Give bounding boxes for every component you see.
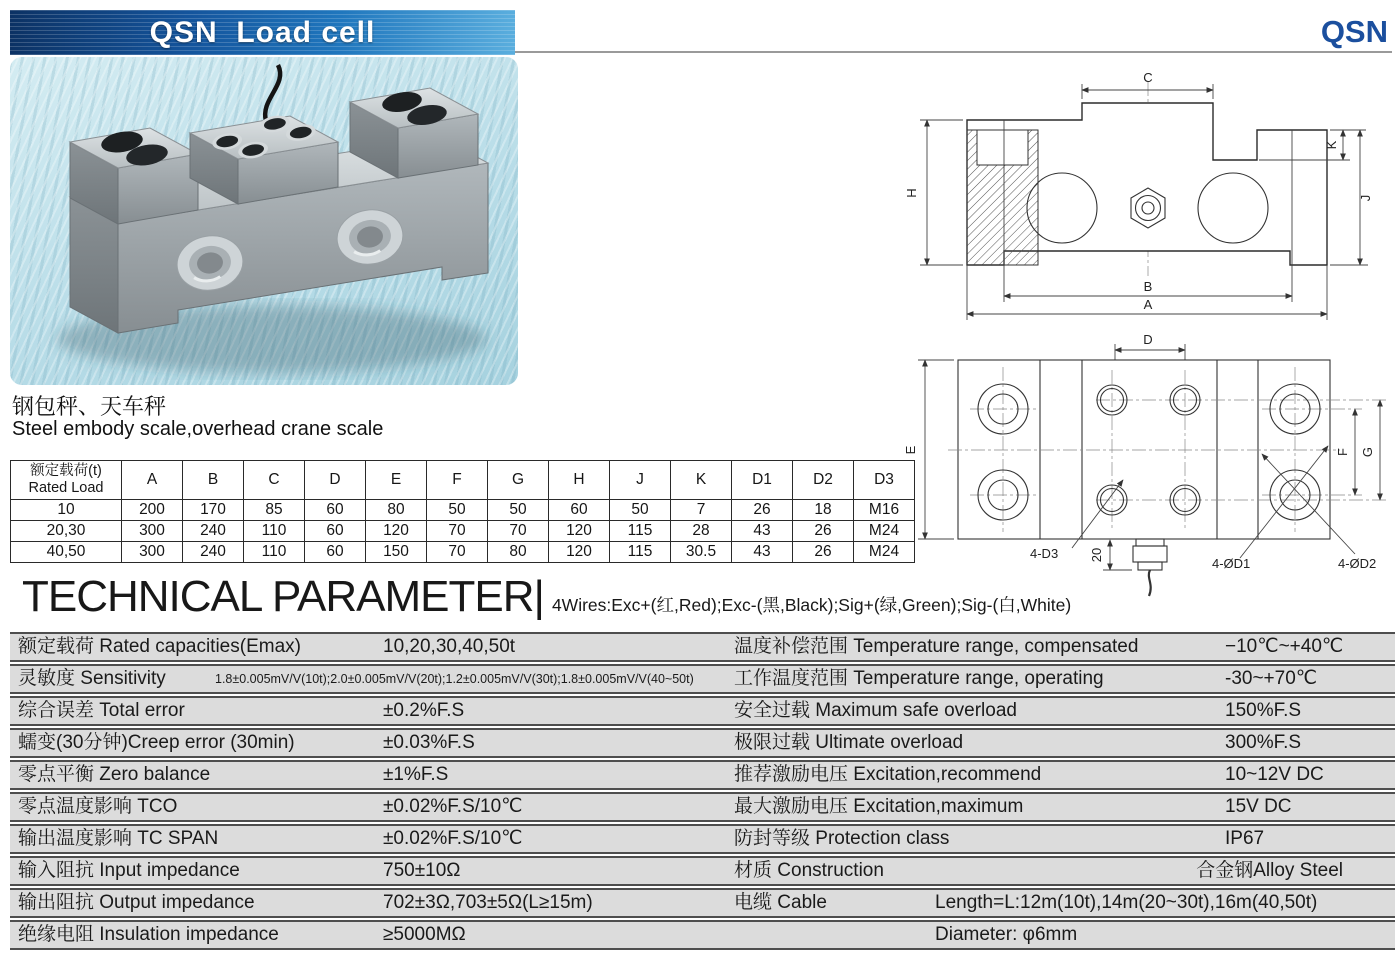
param-right-value: 合金钢Alloy Steel xyxy=(1196,860,1343,881)
param-left-value: ±0.2%F.S xyxy=(383,700,465,721)
param-row xyxy=(10,664,1395,694)
dim-table-cell: 200 xyxy=(122,500,183,521)
application-title-cn: 钢包秤、天车秤 xyxy=(12,394,167,419)
dim-label-j: J xyxy=(1358,194,1373,202)
dim-column-header: H xyxy=(549,461,610,500)
dim-label-4od1: 4-ØD1 xyxy=(1212,556,1251,571)
dim-table-cell: 120 xyxy=(549,542,610,563)
param-right-label: 温度补偿范围 Temperature range, compensated xyxy=(734,636,1139,657)
dim-column-header: D2 xyxy=(793,461,854,500)
dim-table-cell: 70 xyxy=(488,521,549,542)
dim-table-row xyxy=(11,500,915,521)
dim-table-cell: 50 xyxy=(610,500,671,521)
dim-table-cell: 115 xyxy=(610,521,671,542)
dim-label-k: K xyxy=(1324,140,1339,150)
param-right-label: 工作温度范围 Temperature range, operating xyxy=(734,668,1104,689)
dim-label-g: G xyxy=(1360,446,1375,458)
param-right-value: Diameter: φ6mm xyxy=(935,924,1078,945)
dim-table-cell: 240 xyxy=(183,542,244,563)
param-left-label: 输出阻抗 Output impedance xyxy=(18,892,255,913)
param-left-label: 输出温度影响 TC SPAN xyxy=(18,828,219,849)
dim-column-header: J xyxy=(610,461,671,500)
param-right-label: 极限过载 Ultimate overload xyxy=(734,732,964,753)
dim-table-row xyxy=(11,542,915,563)
param-left-value: 10,20,30,40,50t xyxy=(383,636,516,657)
dim-table-cell: 40,50 xyxy=(11,542,122,563)
param-right-label: 防封等级 Protection class xyxy=(734,828,950,849)
dim-table-cell: 60 xyxy=(305,542,366,563)
dim-table-cell: 60 xyxy=(305,500,366,521)
param-left-label: 蠕变(30分钟)Creep error (30min) xyxy=(18,732,295,753)
dim-table-cell: 26 xyxy=(732,500,793,521)
dim-table-cell: 26 xyxy=(793,521,854,542)
dim-table-cell: 240 xyxy=(183,521,244,542)
dim-table-cell: 150 xyxy=(366,542,427,563)
dim-column-header: B xyxy=(183,461,244,500)
dim-table-cell: M24 xyxy=(854,521,915,542)
dim-label-b: B xyxy=(1143,279,1153,294)
param-right-value: -30~+70℃ xyxy=(1225,668,1318,689)
param-left-label: 零点温度影响 TCO xyxy=(18,796,178,817)
dim-table-cell: 300 xyxy=(122,542,183,563)
dim-table-cell: 300 xyxy=(122,521,183,542)
section-heading xyxy=(22,572,1071,622)
dim-table-cell: 120 xyxy=(366,521,427,542)
dim-table-cell: 50 xyxy=(427,500,488,521)
dim-column-header: D1 xyxy=(732,461,793,500)
dim-column-header: K xyxy=(671,461,732,500)
dim-label-f: F xyxy=(1335,448,1350,456)
dim-column-header: C xyxy=(244,461,305,500)
param-right-value: 15V DC xyxy=(1225,796,1292,817)
dim-table-cell: 170 xyxy=(183,500,244,521)
dim-table-cell: 120 xyxy=(549,521,610,542)
dim-column-header: F xyxy=(427,461,488,500)
dim-column-header: E xyxy=(366,461,427,500)
param-row xyxy=(10,824,1395,854)
param-left-value: ±0.02%F.S/10℃ xyxy=(383,796,523,817)
parameters-table xyxy=(10,632,1395,952)
param-left-value: ≥5000MΩ xyxy=(383,924,466,945)
dim-column-header: G xyxy=(488,461,549,500)
dim-table-cell: 20,30 xyxy=(11,521,122,542)
param-left-value: ±0.02%F.S/10℃ xyxy=(383,828,523,849)
param-row xyxy=(10,728,1395,758)
dim-table-cell: 85 xyxy=(244,500,305,521)
dim-header-rated-load: 额定载荷(t) Rated Load xyxy=(11,461,122,500)
dim-column-header: A xyxy=(122,461,183,500)
load-cell-illustration xyxy=(10,57,518,385)
param-right-value: IP67 xyxy=(1225,828,1265,849)
param-right-value: 300%F.S xyxy=(1225,732,1302,753)
dim-table-cell: 28 xyxy=(671,521,732,542)
param-left-label: 绝缘电阻 Insulation impedance xyxy=(18,924,279,945)
param-left-label: 零点平衡 Zero balance xyxy=(18,764,211,785)
section-title: TECHNICAL PARAMETER| xyxy=(22,572,544,621)
param-right-label: 最大激励电压 Excitation,maximum xyxy=(734,796,1024,817)
dim-label-h: H xyxy=(904,188,919,198)
param-left-label: 输入阻抗 Input impedance xyxy=(18,860,240,881)
dimensions-table-header-row xyxy=(11,461,915,500)
param-row xyxy=(10,760,1395,790)
front-view-drawing xyxy=(900,58,1400,332)
param-left-value: ±0.03%F.S xyxy=(383,732,475,753)
dim-table-cell: 80 xyxy=(366,500,427,521)
param-right-label: 安全过载 Maximum safe overload xyxy=(734,700,1017,721)
product-photo xyxy=(10,57,518,385)
dim-table-cell: 43 xyxy=(732,521,793,542)
dim-table-cell: 30.5 xyxy=(671,542,732,563)
param-row xyxy=(10,696,1395,726)
dim-table-cell: 26 xyxy=(793,542,854,563)
param-left-value: 750±10Ω xyxy=(383,860,461,881)
dim-label-4d3: 4-D3 xyxy=(1030,546,1059,561)
param-right-value: 10~12V DC xyxy=(1225,764,1324,785)
dim-table-cell: 43 xyxy=(732,542,793,563)
param-left-label: 综合误差 Total error xyxy=(18,700,185,721)
param-left-label: 灵敏度 Sensitivity xyxy=(18,668,166,689)
dim-label-c: C xyxy=(1143,70,1153,85)
page-title: QSN Load cell xyxy=(149,15,376,49)
param-left-value: ±1%F.S xyxy=(383,764,449,785)
dim-table-cell: 110 xyxy=(244,542,305,563)
wiring-note: 4Wires:Exc+(红,Red);Exc-(黑,Black);Sig+(绿,Green);Sig-(白,White) xyxy=(551,595,1072,615)
param-right-label: 电缆 Cable xyxy=(734,892,827,913)
param-right-label: 材质 Construction xyxy=(734,860,884,881)
param-left-value: 702±3Ω,703±5Ω(L≥15m) xyxy=(383,892,593,913)
dim-label-20: 20 xyxy=(1089,547,1104,563)
param-row xyxy=(10,888,1395,918)
dim-label-d: D xyxy=(1143,334,1153,347)
dim-table-cell: 10 xyxy=(11,500,122,521)
dim-table-cell: 70 xyxy=(427,542,488,563)
param-row xyxy=(10,792,1395,822)
param-row xyxy=(10,920,1395,950)
dim-label-e: E xyxy=(903,445,918,455)
application-title-en: Steel embody scale,overhead crane scale xyxy=(12,418,384,440)
param-row xyxy=(10,856,1395,886)
param-right-label: 推荐激励电压 Excitation,recommend xyxy=(734,764,1042,785)
dim-table-row xyxy=(11,521,915,542)
dim-column-header: D xyxy=(305,461,366,500)
dim-table-cell: 18 xyxy=(793,500,854,521)
header-banner xyxy=(10,10,515,55)
dim-table-cell: M16 xyxy=(854,500,915,521)
param-row xyxy=(10,632,1395,662)
header-divider xyxy=(515,51,1392,53)
dim-table-cell: 7 xyxy=(671,500,732,521)
dim-table-cell: 110 xyxy=(244,521,305,542)
dim-table-cell: 60 xyxy=(305,521,366,542)
param-left-value: 1.8±0.005mV/V(10t);2.0±0.005mV/V(20t);1.2±0.005mV/V(30t);1.8±0.005mV/V(40~50t) xyxy=(215,672,694,686)
dim-label-a: A xyxy=(1143,297,1153,312)
param-right-value: 150%F.S xyxy=(1225,700,1302,721)
dim-table-cell: 70 xyxy=(427,521,488,542)
dim-label-4od2: 4-ØD2 xyxy=(1338,556,1377,571)
dim-table-cell: 50 xyxy=(488,500,549,521)
param-right-value: Length=L:12m(10t),14m(20~30t),16m(40,50t) xyxy=(935,892,1318,913)
dim-table-cell: 115 xyxy=(610,542,671,563)
param-left-label: 额定载荷 Rated capacities(Emax) xyxy=(18,636,301,657)
dim-table-cell: M24 xyxy=(854,542,915,563)
brand-logo-text: QSN xyxy=(1320,14,1388,49)
dim-table-cell: 80 xyxy=(488,542,549,563)
dim-column-header: D3 xyxy=(854,461,915,500)
dimensions-table xyxy=(10,460,915,563)
dim-table-cell: 60 xyxy=(549,500,610,521)
param-right-value: −10℃~+40℃ xyxy=(1225,636,1344,657)
